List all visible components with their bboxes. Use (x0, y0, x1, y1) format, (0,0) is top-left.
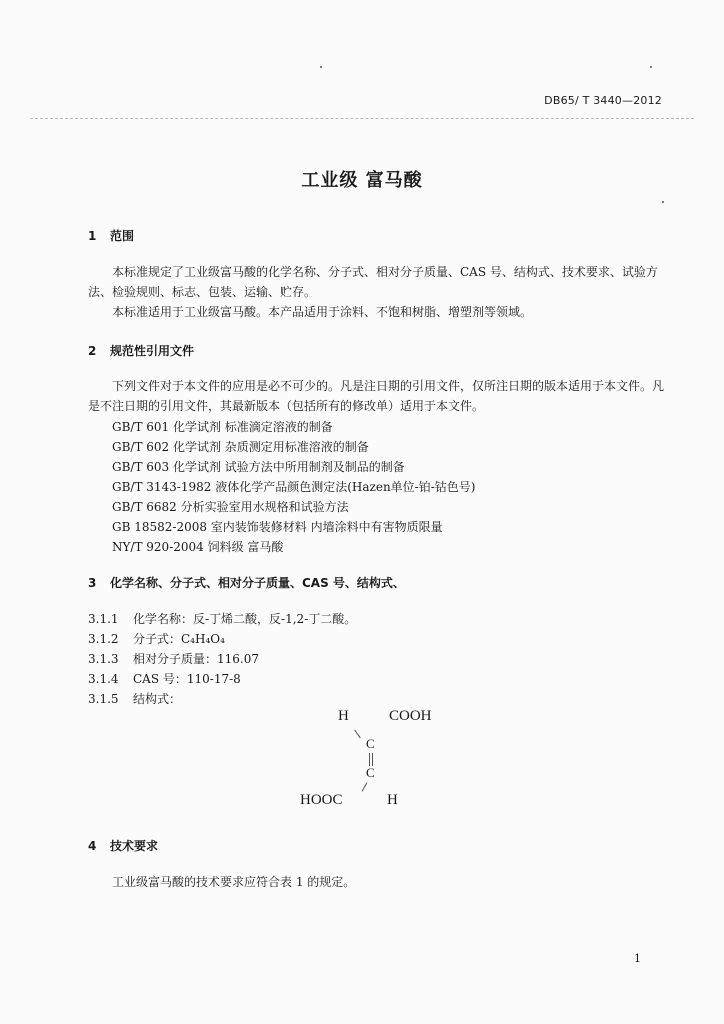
header-rule (30, 118, 694, 119)
section-3-heading (88, 574, 405, 591)
paragraph: 下列文件对于本文件的应用是必不可少的。凡是注日期的引用文件，仅所注日期的版本适用于本文件。凡是不注日期的引用文件，其最新版本（包括所有的修改单）适用于本文件。 (88, 379, 665, 413)
section-number: 2 (88, 344, 97, 358)
atom-c-top: C (366, 736, 375, 751)
clause (88, 610, 356, 627)
reference-item: GB/T 601 化学试剂 标准滴定溶液的制备 (112, 420, 333, 434)
section-number: 3 (88, 576, 97, 590)
section-4-heading (88, 837, 158, 854)
clause-number: 3.1.5 (88, 692, 119, 706)
clause (88, 670, 241, 687)
scan-speck (662, 201, 664, 203)
atom-h-top-left: H (338, 708, 349, 724)
scan-speck (650, 66, 652, 68)
section-2-heading (88, 342, 194, 359)
group-hooc-bottom-left: HOOC (300, 792, 343, 808)
reference-item: GB/T 603 化学试剂 试验方法中所用制剂及制品的制备 (112, 460, 405, 474)
section-title: 技术要求 (110, 839, 159, 853)
clause-text: 分子式：C₄H₄O₄ (133, 632, 225, 646)
reference-item: GB/T 6682 分析实验室用水规格和试验方法 (112, 500, 349, 514)
clause (88, 690, 181, 707)
reference-item: GB/T 3143-1982 液体化学产品颜色测定法(Hazen单位-铂-钴色号) (112, 480, 476, 494)
clause (88, 650, 259, 667)
atom-h-bottom-right: H (387, 792, 398, 808)
clause-number: 3.1.1 (88, 612, 119, 626)
section-number: 4 (88, 839, 97, 853)
section-1-body (88, 262, 666, 322)
reference-item: GB 18582-2008 室内装饰装修材料 内墙涂料中有害物质限量 (112, 520, 443, 534)
section-4-body (88, 872, 666, 892)
clause-text: 化学名称：反-丁烯二酸，反-1,2-丁二酸。 (133, 612, 357, 626)
bond-line (362, 782, 368, 791)
clause-text: 相对分子质量：116.07 (133, 652, 259, 666)
section-title: 范围 (110, 229, 135, 243)
section-title: 化学名称、分子式、相对分子质量、CAS 号、结构式、 (110, 576, 405, 590)
section-title: 规范性引用文件 (110, 344, 195, 358)
paragraph: 本标准规定了工业级富马酸的化学名称、分子式、相对分子质量、CAS 号、结构式、技术要求、试验方法、检验规则、标志、包装、运输、贮存。 (88, 265, 658, 299)
bond-line (354, 730, 361, 739)
page-number: 1 (634, 952, 641, 965)
section-2-intro (88, 376, 666, 416)
group-cooh-top-right: COOH (389, 708, 432, 724)
clause-text: CAS 号：110-17-8 (133, 672, 241, 686)
clause-text: 结构式： (133, 692, 182, 706)
clause-number: 3.1.4 (88, 672, 119, 686)
clause (88, 630, 225, 647)
clause-number: 3.1.2 (88, 632, 119, 646)
reference-item: GB/T 602 化学试剂 杂质测定用标准溶液的制备 (112, 440, 369, 454)
reference-item: NY/T 920-2004 饲料级 富马酸 (112, 540, 284, 554)
section-number: 1 (88, 229, 97, 243)
section-1-heading (88, 227, 134, 244)
page-title: 工业级 富马酸 (301, 170, 423, 191)
atom-c-bottom: C (366, 765, 375, 780)
clause-number: 3.1.3 (88, 652, 119, 666)
paragraph: 本标准适用于工业级富马酸。本产品适用于涂料、不饱和树脂、增塑剂等领域。 (112, 305, 533, 319)
paragraph: 工业级富马酸的技术要求应符合表 1 的规定。 (112, 875, 356, 889)
doc-code: DB65/ T 3440—2012 (544, 94, 662, 107)
scan-speck (320, 66, 322, 68)
